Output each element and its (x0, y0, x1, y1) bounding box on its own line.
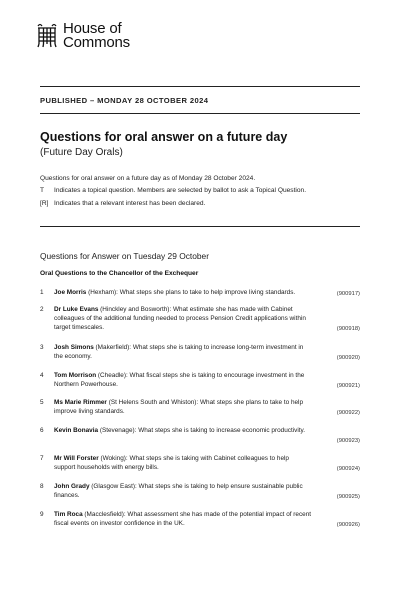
section-heading: Oral Questions to the Chancellor of the Exchequer (40, 270, 199, 277)
question-text: What steps she is taking to increase economic productivity. (138, 427, 306, 434)
house-of-commons-logo (36, 22, 130, 50)
question-member: Dr Luke Evans (54, 306, 99, 313)
page-title: Questions for oral answer on a future day (40, 130, 288, 144)
page-subtitle: (Future Day Orals) (40, 147, 123, 158)
legend-key: [R] (40, 200, 49, 207)
question-number: 9 (40, 511, 44, 518)
date-heading: Questions for Answer on Tuesday 29 October (40, 251, 209, 261)
question-text: What estimate she has made with Cabinet (173, 306, 293, 313)
question-text: What steps she plans to take to help (200, 399, 304, 406)
question-text: improve living standards. (54, 407, 125, 415)
legend-desc: Indicates a topical question. Members are selected by ballot to ask a Topical Question. (54, 187, 307, 194)
question-text: colleagues of the additional funding needed to process Pension Credit applications within (54, 314, 306, 322)
question-number: 3 (40, 344, 44, 351)
intro-text: Questions for oral answer on a future day as of Monday 28 October 2024. (40, 175, 256, 182)
top-rule (40, 86, 360, 87)
question-ref: (900918) (336, 326, 360, 332)
question-constituency: (St Helens South and Whiston): (106, 399, 200, 406)
question-constituency: (Hexham): (86, 289, 120, 296)
question-member: Tim Roca (54, 511, 83, 518)
question-ref: (900924) (336, 466, 360, 472)
question-text: Northern Powerhouse. (54, 380, 118, 388)
question-number: 5 (40, 399, 44, 406)
question-number: 1 (40, 289, 44, 296)
question-member: Tom Morrison (54, 372, 97, 379)
section-rule (40, 226, 360, 227)
question-ref: (900917) (336, 291, 360, 297)
portcullis-icon (36, 22, 58, 48)
legend-key: T (40, 187, 45, 194)
question-member: Kevin Bonavia (54, 427, 99, 434)
question-text: What steps she is taking to help ensure sustainable public (138, 483, 303, 490)
question-constituency: (Glasgow East): (89, 483, 139, 490)
legend-interest (40, 200, 205, 207)
question-text: What steps she plans to take to help improve living standards. (119, 289, 296, 296)
question-text: What assessment she has made of the potential impact of recent (127, 511, 312, 518)
question-number: 6 (40, 427, 44, 434)
question-ref: (900922) (336, 410, 360, 416)
question-ref: (900923) (336, 438, 360, 444)
question-constituency: (Hinckley and Bosworth): (98, 306, 173, 313)
question-member: Josh Simons (54, 344, 94, 351)
question-member: John Grady (54, 483, 90, 490)
published-date: PUBLISHED – MONDAY 28 OCTOBER 2024 (40, 96, 209, 105)
question-ref: (900921) (336, 383, 360, 389)
question-member: Joe Morris (54, 289, 87, 296)
question-text: fiscal events on investor confidence in the UK. (54, 519, 185, 527)
question-text: What steps she is taking with Cabinet colleagues to help (129, 455, 289, 462)
logo-line-1: House of (63, 20, 122, 37)
logo-text (63, 22, 130, 50)
question-constituency: (Woking): (98, 455, 130, 462)
logo-line-2: Commons (63, 34, 130, 51)
question-ref: (900920) (336, 355, 360, 361)
question-text: finances. (54, 491, 80, 499)
question-number: 8 (40, 483, 44, 490)
question-constituency: (Cheadle): (96, 372, 130, 379)
question-constituency: (Stevenage): (98, 427, 139, 434)
question-number: 7 (40, 455, 44, 462)
question-text: the economy. (54, 352, 92, 360)
question-text: target timescales. (54, 323, 105, 331)
question-ref: (900926) (336, 522, 360, 528)
question-member: Ms Marie Rimmer (54, 399, 107, 406)
legend-desc: Indicates that a relevant interest has been declared. (54, 200, 206, 207)
question-text: support households with energy bills. (54, 463, 159, 471)
question-number: 2 (40, 306, 44, 313)
question-ref: (900925) (336, 494, 360, 500)
question-member: Mr Will Forster (54, 455, 99, 462)
legend-topical (40, 187, 306, 194)
question-constituency: (Makerfield): (93, 344, 133, 351)
published-rule (40, 113, 360, 114)
question-text: What steps she is taking to increase long-term investment in (132, 344, 304, 351)
question-constituency: (Macclesfield): (82, 511, 128, 518)
question-text: What fiscal steps she is taking to encourage investment in the (129, 372, 305, 379)
question-number: 4 (40, 372, 44, 379)
